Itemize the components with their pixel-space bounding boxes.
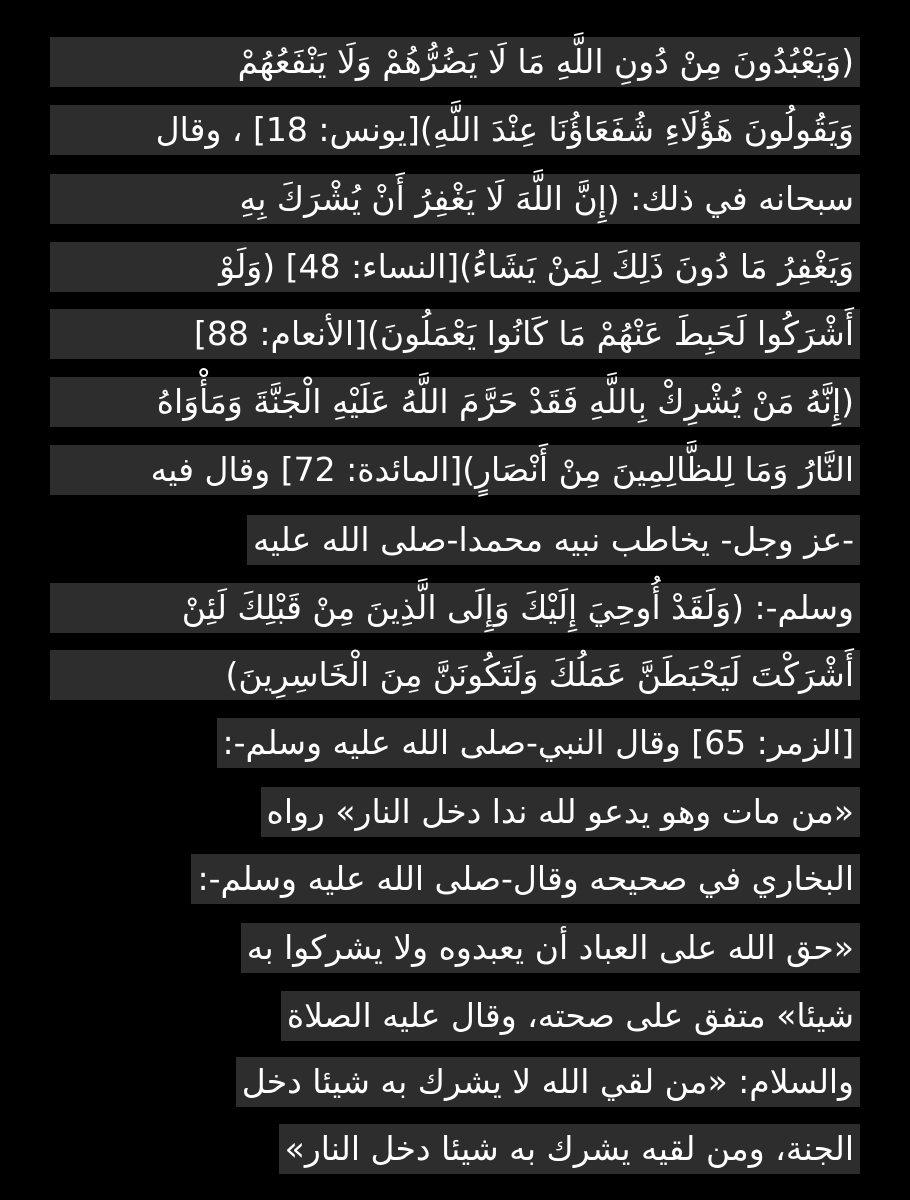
text-line-17: الجنة، ومن لقيه يشرك به شيئا دخل النار»	[279, 1124, 860, 1174]
text-line-1: (وَيَعْبُدُونَ مِنْ دُونِ اللَّهِ مَا لَا يَضُرُّهُمْ وَلَا يَنْفَعُهُمْ	[50, 37, 860, 87]
text-line-11: [الزمر: 65] وقال النبي-صلى الله عليه وسلم-:	[217, 718, 861, 768]
text-line-6: (إِنَّهُ مَنْ يُشْرِكْ بِاللَّهِ فَقَدْ حَرَّمَ اللَّهُ عَلَيْهِ الْجَنَّةَ وَمَأْوَاهُ	[50, 377, 860, 427]
text-line-12: «من مات وهو يدعو لله ندا دخل النار» رواه	[261, 787, 860, 837]
text-line-4: وَيَغْفِرُ مَا دُونَ ذَلِكَ لِمَنْ يَشَاءُ)[النساء: 48] (وَلَوْ	[50, 242, 860, 292]
text-line-9: وسلم-: (وَلَقَدْ أُوحِيَ إِلَيْكَ وَإِلَى الَّذِينَ مِنْ قَبْلِكَ لَئِنْ	[50, 583, 860, 633]
text-line-3: سبحانه في ذلك: (إِنَّ اللَّهَ لَا يَغْفِرُ أَنْ يُشْرَكَ بِهِ	[50, 174, 860, 224]
text-line-8: -عز وجل- يخاطب نبيه محمدا-صلى الله عليه	[247, 515, 860, 565]
text-line-10: أَشْرَكْتَ لَيَحْبَطَنَّ عَمَلُكَ وَلَتَكُونَنَّ مِنَ الْخَاسِرِينَ)	[50, 650, 860, 700]
text-line-2: وَيَقُولُونَ هَؤُلَاءِ شُفَعَاؤُنَا عِنْدَ اللَّهِ)[يونس: 18] ، وقال	[50, 105, 860, 155]
text-line-5: أَشْرَكُوا لَحَبِطَ عَنْهُمْ مَا كَانُوا يَعْمَلُونَ)[الأنعام: 88]	[50, 309, 860, 359]
text-line-16: والسلام: «من لقي الله لا يشرك به شيئا دخل	[236, 1057, 860, 1107]
text-line-14: «حق الله على العباد أن يعبدوه ولا يشركوا به	[241, 923, 860, 973]
text-line-15: شيئا» متفق على صحته، وقال عليه الصلاة	[281, 991, 860, 1041]
text-line-13: البخاري في صحيحه وقال-صلى الله عليه وسلم-:	[191, 854, 860, 904]
text-line-7: النَّارُ وَمَا لِلظَّالِمِينَ مِنْ أَنْصَارٍ)[المائدة: 72] وقال فيه	[50, 445, 860, 495]
